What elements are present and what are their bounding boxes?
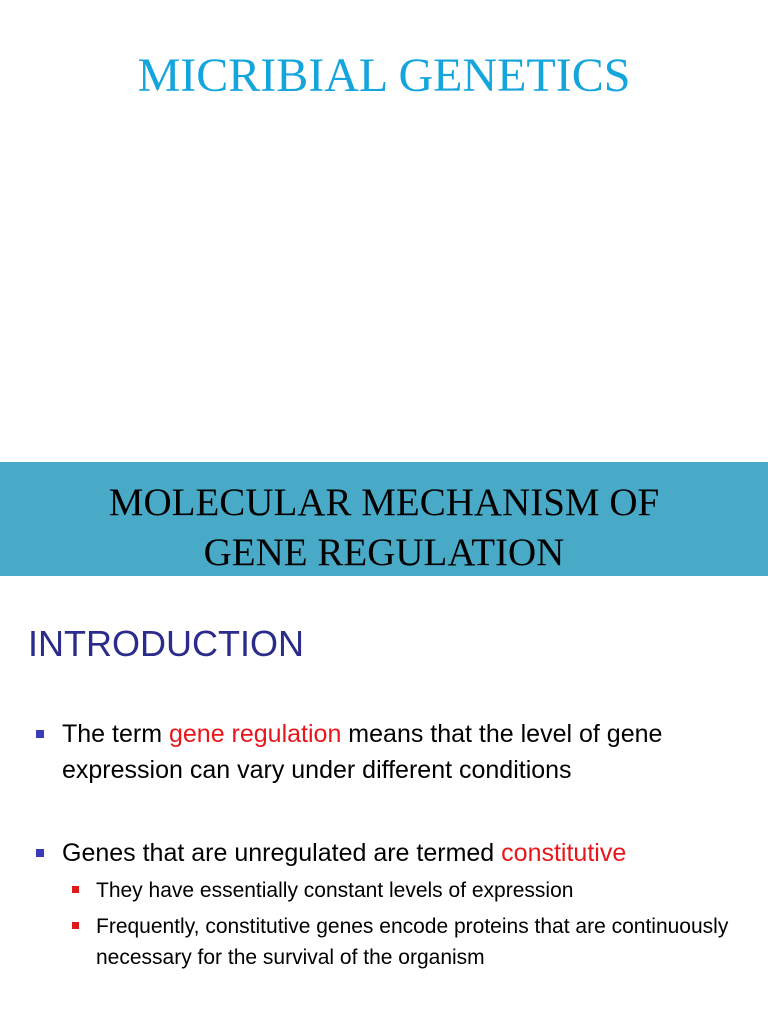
sub-bullet: They have essentially constant levels of expression	[96, 875, 756, 906]
banner-line-1: MOLECULAR MECHANISM OF	[108, 481, 660, 524]
page-title: MICRIBIAL GENETICS	[137, 49, 631, 102]
slide-introduction	[0, 576, 768, 1024]
bullet-text: The term	[62, 720, 169, 748]
bullet-text: means that the level of gene expression can vary under different conditions	[62, 720, 663, 784]
highlight-term: gene regulation	[168, 720, 342, 748]
section-heading: INTRODUCTION	[28, 623, 304, 664]
highlight-term: constitutive	[501, 839, 627, 867]
bullet-gene-regulation	[62, 716, 762, 788]
subtitle-banner	[0, 462, 768, 576]
bullet-constitutive	[62, 835, 762, 871]
bullet-text: Genes that are unregulated are termed	[62, 839, 502, 867]
sub-bullet: Frequently, constitutive genes encode proteins that are continuously necessary for the survival of the organism	[96, 911, 756, 973]
banner-line-2: GENE REGULATION	[203, 531, 565, 574]
